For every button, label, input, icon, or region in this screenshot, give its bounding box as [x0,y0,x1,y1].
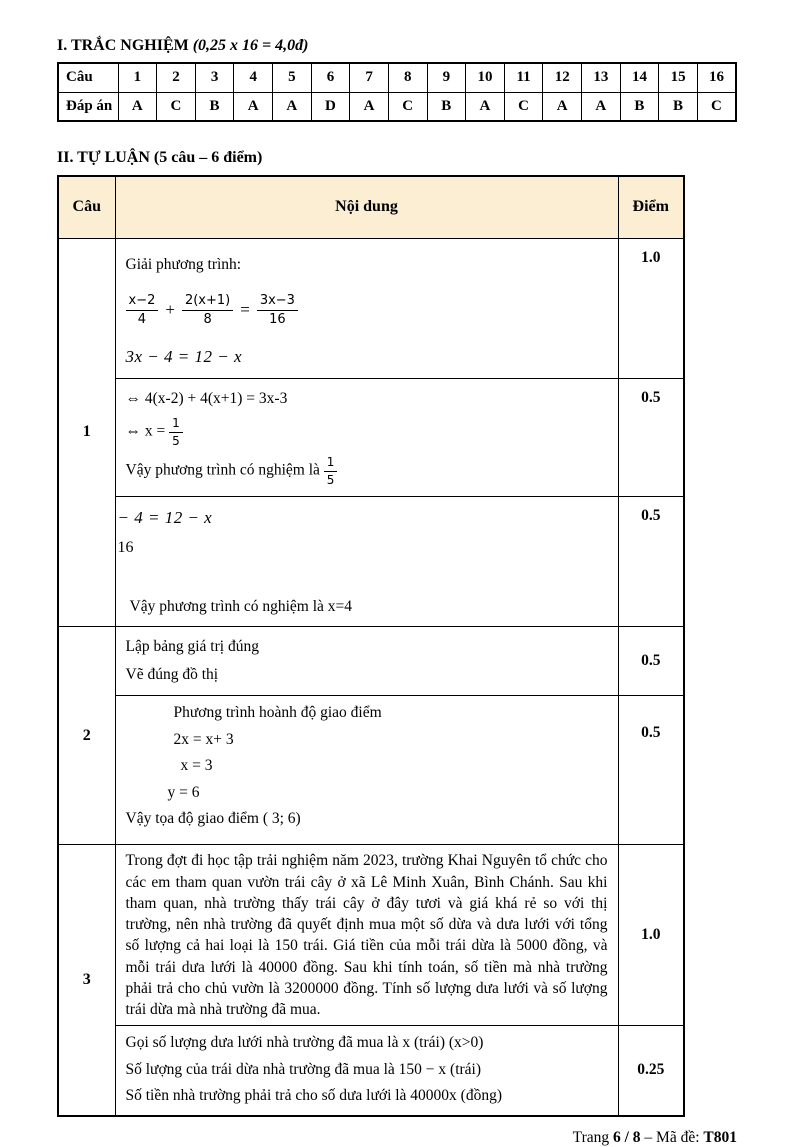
q3b-content-cell [115,1026,618,1116]
fraction-3-denominator: 16 [269,312,286,328]
q1-row-c [58,497,684,627]
mc-answer-cell: A [466,92,505,121]
mc-number-cell: 14 [620,63,659,92]
q3-row-b [58,1026,684,1116]
q1-row-b [58,378,684,496]
q2b-score: 0.5 [618,696,684,845]
fraction-2 [182,293,233,327]
fraction-2-numerator: 2(x+1) [182,293,233,311]
q3b-line3: Số tiền nhà trường phải trả cho số dưa lưới là 40000x (đồng) [125,1087,503,1105]
mc-answer-cell: B [195,92,234,121]
q1b-score: 0.5 [618,378,684,496]
equals-operator: = [240,300,250,320]
section1-title-paren: (0,25 x 16 = 4,0đ) [192,37,309,54]
q2b-line4: y = 6 [167,783,200,801]
q2a-line1: Lập bảng giá trị đúng [125,638,259,656]
q1a-intro: Giải phương trình: [125,255,242,273]
q2a-score: 0.5 [618,627,684,696]
mc-answer-cell: D [311,92,350,121]
mc-number-cell: 2 [157,63,196,92]
mc-number-cell: 4 [234,63,273,92]
q3-number-cell: 3 [58,845,115,1116]
q1b-line2-prefix: ⇔ x = [125,422,170,440]
mc-answer-cell: A [234,92,273,121]
multiple-choice-table [57,62,737,122]
q2-row-a [58,627,684,696]
q1c-line1: − 4 = 12 − x [117,508,213,528]
mc-answer-cell: C [157,92,196,121]
q1a-score: 1.0 [618,238,684,378]
mc-number-cell: 6 [311,63,350,92]
mc-row2-header: Đáp án [58,92,118,121]
fraction-1-numerator: x−2 [126,293,159,311]
q1b-content-cell [115,378,618,496]
q2b-line3: x = 3 [180,757,213,775]
q1a-equation: 3x − 4 = 12 − x [125,346,243,366]
q1b-line3 [126,455,608,487]
mc-answer-cell: B [659,92,698,121]
q2b-content-cell [115,696,618,845]
fraction-3-numerator: 3x−3 [257,293,298,311]
mc-answer-row [58,92,736,121]
q3-row-a [58,845,684,1026]
mc-row1-header: Câu [58,63,118,92]
fraction-1 [126,293,159,327]
fraction-2-denominator: 8 [203,312,212,328]
mc-answer-cell: A [350,92,389,121]
q2-row-b [58,696,684,845]
mc-number-cell: 13 [582,63,621,92]
q1b-line2 [126,416,608,448]
fraction-denominator: 5 [326,472,335,487]
fraction-1-denominator: 4 [137,312,147,328]
q2b-line2: 2x = x+ 3 [173,730,234,748]
mc-number-cell: 5 [273,63,312,92]
q2b-line5: Vậy tọa độ giao điểm ( 3; 6) [125,810,301,828]
mc-answer-cell: A [582,92,621,121]
footer-page-number: 6 / 8 [612,1128,641,1146]
section2-title: II. TỰ LUẬN (5 câu – 6 điểm) [57,149,263,166]
q1b-line1: ⇔ 4(x-2) + 4(x+1) = 3x-3 [125,389,288,407]
essay-header-row [58,176,684,238]
mc-number-cell: 11 [504,63,543,92]
mc-number-row [58,63,736,92]
q1c-line3: Vậy phương trình có nghiệm là x=4 [129,597,352,615]
mc-answer-cell: A [118,92,157,121]
essay-header-question: Câu [58,176,115,238]
section1-title-main: I. TRẮC NGHIỆM [57,37,193,54]
mc-answer-cell: C [388,92,427,121]
plus-operator: + [165,300,175,320]
q1c-content-cell [115,497,618,627]
q2a-content-cell [115,627,618,696]
mc-answer-cell: C [697,92,736,121]
q3b-line2: Số lượng của trái dừa nhà trường đã mua là 150 − x (trái) [125,1060,482,1078]
q3a-score: 1.0 [618,845,684,1026]
mc-answer-cell: B [427,92,466,121]
essay-header-score: Điểm [618,176,684,238]
q2b-line1: Phương trình hoành độ giao điểm [173,704,382,722]
fraction-one-fifth [324,455,338,487]
q3a-problem-text: Trong đợt đi học tập trải nghiệm năm 2023, trường Khai Nguyên tổ chức cho các em tham quan vườn trái cây ở xã Lê Minh Xuân, Bình Chánh. Sau khi tham quan, nhà trường thấy trái cây ở đây tươi và giá khá rẻ so với thị trường, nên nhà trường đã quyết định mua một số dừa và dưa lưới với tổng số lượng cả hai loại là 150 trái. Giá tiền của mỗi trái dừa là 5000 đồng, và mỗi trái dưa lưới là 40000 đồng. Sau khi tính toán, số tiền mà nhà trường phải trả cho chủ vườn là 3200000 đồng. Tính số lượng dưa lưới và số lượng trái dừa mà nhà trường đã mua. [125,852,608,1018]
fraction-one-fifth [169,416,183,448]
q1-row-a [58,238,684,378]
mc-number-cell: 3 [195,63,234,92]
q2a-line2: Vẽ đúng đồ thị [125,666,219,684]
q3a-content-cell [115,845,618,1026]
mc-number-cell: 7 [350,63,389,92]
essay-header-content: Nội dung [115,176,618,238]
mc-answer-cell: A [273,92,312,121]
q1-number-cell: 1 [58,238,115,627]
fraction-3 [257,293,298,327]
mc-number-cell: 10 [466,63,505,92]
q1c-score: 0.5 [618,497,684,627]
essay-rubric-table [57,175,685,1117]
mc-number-cell: 9 [427,63,466,92]
mc-number-cell: 1 [118,63,157,92]
q3b-line1: Gọi số lượng dưa lưới nhà trường đã mua là x (trái) (x>0) [125,1034,484,1052]
q3b-score: 0.25 [618,1026,684,1116]
section1-title [57,36,737,56]
mc-answer-cell: B [620,92,659,121]
q1b-line3-prefix: Vậy phương trình có nghiệm là [125,461,324,479]
fraction-numerator: 1 [324,455,338,471]
mc-number-cell: 15 [659,63,698,92]
fraction-numerator: 1 [169,416,183,432]
q1a-fraction-equation [126,293,608,327]
footer-exam-code: T801 [703,1128,737,1146]
footer-label: Trang [572,1128,613,1146]
q1c-line2: 16 [117,538,134,556]
mc-number-cell: 12 [543,63,582,92]
mc-number-cell: 8 [388,63,427,92]
fraction-denominator: 5 [172,433,180,448]
mc-answer-cell: A [543,92,582,121]
page-footer [57,1129,737,1147]
footer-separator: – Mã đề: [640,1128,704,1146]
q2-number-cell: 2 [58,627,115,845]
q1a-content-cell [115,238,618,378]
mc-number-cell: 16 [697,63,736,92]
mc-answer-cell: C [504,92,543,121]
